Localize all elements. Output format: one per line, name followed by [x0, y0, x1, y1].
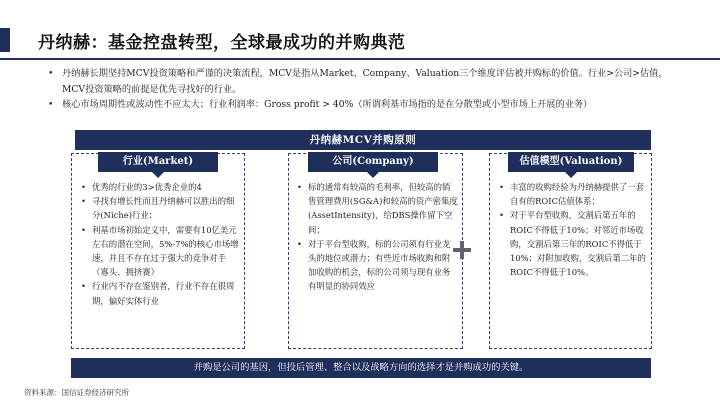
- title-accent-bar: [0, 28, 10, 52]
- principle-header: 丹纳赫MCV并购原则: [75, 130, 651, 150]
- plus-icon: [453, 241, 471, 259]
- market-header: 行业(Market): [98, 152, 218, 172]
- list-item: • 丰富的收购经验为丹纳赫提供了一套自有的ROIC估值体系；: [498, 180, 646, 208]
- market-list: [80, 180, 240, 308]
- list-item: • 优秀的行业的3>优秀企业的4: [80, 180, 240, 194]
- list-item: • 寻找有增长性而且丹纳赫可以胜出的细分(Niche)行业；: [80, 194, 240, 222]
- list-item: • 对于平台型收购，标的公司须有行业龙头的地位或潜力；有些近市场收购和附加收购的机会，标的公司须与现有业务有明显的协同效应: [296, 237, 458, 294]
- intro-bullet: • 丹纳赫长期坚持MCV投资策略和严谨的决策流程，MCV是指从Market、Company、Valuation三个维度评估被并购标的价值。行业>公司>估值，MCV投资策略的前提是优先寻找好的行业。: [48, 66, 688, 97]
- page-title: 丹纳赫：基金控盘转型，全球最成功的并购典范: [38, 33, 406, 53]
- company-header: 公司(Company): [308, 152, 438, 172]
- list-item: • 对于平台型收购，交割后第五年的ROIC不得低于10%；对邻近市场收购，交割后第三年的ROIC不得低于10%；对附加收购，交割后第二年的ROIC不得低于10%。: [498, 208, 646, 279]
- intro-bullets: [48, 66, 688, 113]
- intro-bullet: • 核心市场周期性或波动性不应太大；行业利润率：Gross profit > 40%（所谓利基市场指的是在分散型或小型市场上开展的业务）: [48, 97, 688, 113]
- list-item: • 标的通常有较高的毛利率，但较高的销售管理费用(SG&A)和较高的资产密集度(AssetIntensity)，给DBS操作留下空间；: [296, 180, 458, 237]
- list-item: • 利基市场初始定义中，需要有10亿美元左右的潜在空间，5%-7%的核心市场增速，并且不存在过于强大的竞争对手（寡头、拥挤赛）: [80, 223, 240, 280]
- list-item: • 行业内不存在鉴别者，行业不存在很周期，偏好实体行业: [80, 279, 240, 307]
- valuation-list: [498, 180, 646, 279]
- source-note: 资料来源：国信证券经济研究所: [24, 388, 129, 397]
- conclusion-bar: 并购是公司的基因，但投后管理、整合以及战略方向的选择才是并购成功的关键。: [71, 358, 651, 378]
- valuation-header: 估值模型(Valuation): [508, 152, 634, 172]
- title-divider: [0, 58, 720, 60]
- company-list: [296, 180, 458, 294]
